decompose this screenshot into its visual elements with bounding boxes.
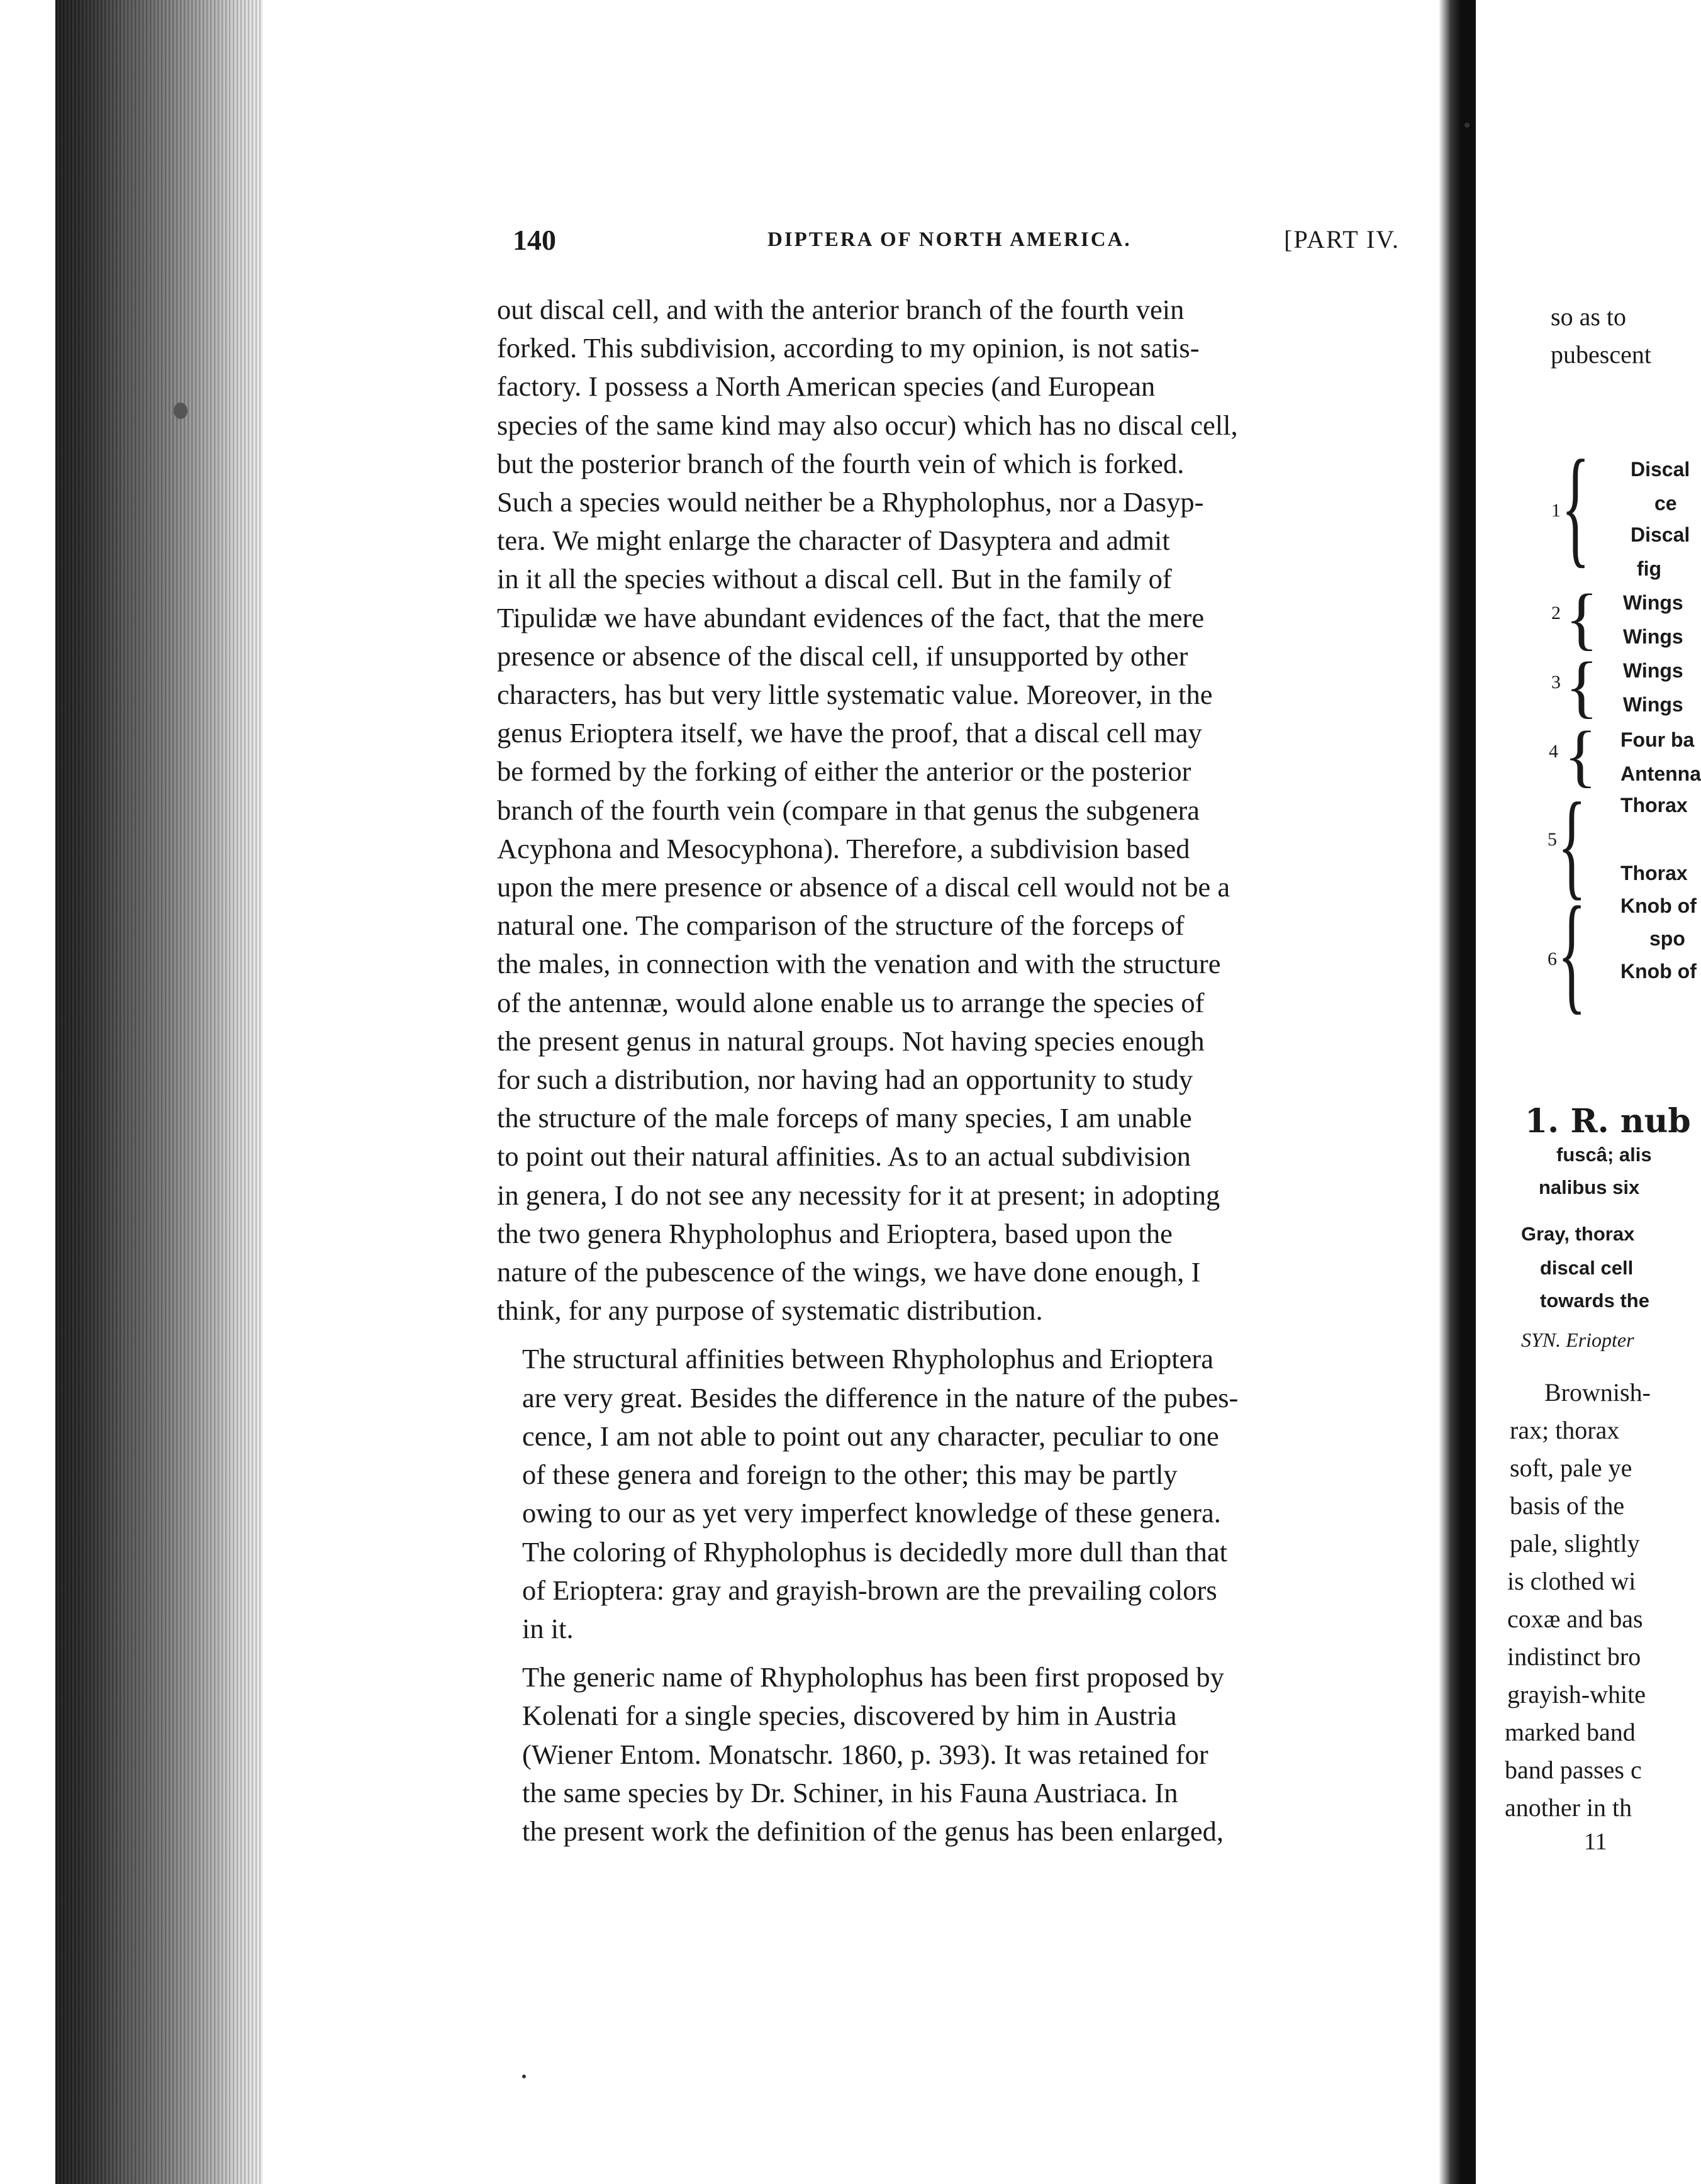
- text-line: genus Erioptera itself, we have the proof, that a discal cell may: [497, 717, 1202, 749]
- key-line: Antenna: [1620, 762, 1701, 785]
- key-line: Discal: [1631, 458, 1690, 481]
- key-line: Wings: [1623, 591, 1683, 614]
- desc-line: rax; thorax: [1510, 1416, 1620, 1444]
- text-line: Such a species would neither be a Rhypholophus, nor a Dasyp-: [497, 486, 1204, 518]
- text-line: think, for any purpose of systematic distribution.: [497, 1295, 1043, 1327]
- text-line: The structural affinities between Rhypholophus and Erioptera: [522, 1343, 1214, 1375]
- desc-line: basis of the: [1510, 1491, 1625, 1520]
- right-top-line: so as to: [1551, 303, 1626, 331]
- body-text: [497, 291, 1384, 1851]
- text-line: presence or absence of the discal cell, if unsupported by other: [497, 640, 1188, 672]
- text-line: natural one. The comparison of the structure of the forceps of: [497, 910, 1185, 942]
- part-label: [PART IV.: [1284, 225, 1400, 254]
- synonym-line: SYN. Eriopter: [1521, 1329, 1634, 1351]
- brace-icon: {: [1565, 648, 1598, 725]
- key-line: Discal: [1631, 523, 1690, 546]
- desc-line: indistinct bro: [1507, 1642, 1641, 1671]
- text-line: to point out their natural affinities. As to an actual subdivision: [497, 1140, 1191, 1173]
- scan-speck: [1464, 123, 1470, 128]
- text-line: of the antennæ, would alone enable us to arrange the species of: [497, 986, 1205, 1018]
- latin-line: nalibus six: [1539, 1176, 1640, 1198]
- brace-icon: {: [1564, 717, 1597, 794]
- brace-icon: {: [1558, 880, 1587, 1026]
- key-line: Wings: [1623, 625, 1683, 648]
- text-line: be formed by the forking of either the anterior or the posterior: [497, 755, 1191, 788]
- text-line: of these genera and foreign to the other; this may be partly: [522, 1459, 1178, 1491]
- key-line: Wings: [1623, 659, 1683, 682]
- text-line: out discal cell, and with the anterior branch of the fourth vein: [497, 294, 1185, 325]
- key-number: 3: [1551, 672, 1561, 693]
- scan-speck: [522, 2075, 526, 2078]
- page-stack-edge: [55, 0, 263, 2184]
- text-line: factory. I possess a North American species (and European: [497, 370, 1156, 403]
- text-line: The coloring of Rhypholophus is decidedly more dull than that: [522, 1535, 1227, 1568]
- key-number: 5: [1548, 829, 1557, 850]
- text-line: forked. This subdivision, according to my opinion, is not satis-: [497, 332, 1200, 364]
- desc-line: marked band: [1505, 1718, 1636, 1746]
- text-line: the two genera Rhypholophus and Erioptera, based upon the: [497, 1217, 1173, 1249]
- text-line: branch of the fourth vein (compare in that genus the subgenera: [497, 794, 1200, 826]
- text-line: (Wiener Entom. Monatschr. 1860, p. 393). It was retained for: [522, 1738, 1208, 1770]
- key-number: 1: [1551, 500, 1561, 521]
- text-line: the present genus in natural groups. Not having species enough: [497, 1025, 1205, 1057]
- key-number: 6: [1548, 949, 1557, 969]
- text-line: but the posterior branch of the fourth vein of which is forked.: [497, 447, 1185, 479]
- brace-icon: {: [1561, 433, 1590, 579]
- brace-icon: {: [1558, 779, 1587, 911]
- paragraph-3: [497, 1658, 1384, 1851]
- key-line: Knob of: [1620, 960, 1697, 983]
- text-line: in it all the species without a discal cell. But in the family of: [497, 563, 1172, 595]
- text-line: cence, I am not able to point out any character, peculiar to one: [522, 1420, 1219, 1452]
- desc-line: is clothed wi: [1507, 1567, 1636, 1595]
- book-gutter: [1439, 0, 1476, 2184]
- desc-line: soft, pale ye: [1510, 1454, 1632, 1482]
- key-line: Thorax: [1620, 862, 1688, 884]
- desc-line: band passes c: [1505, 1756, 1642, 1784]
- text-line: Kolenati for a single species, discovered by him in Austria: [522, 1700, 1177, 1732]
- latin-line: fuscâ; alis: [1556, 1144, 1652, 1166]
- text-line: the males, in connection with the venation and with the structure: [497, 948, 1221, 980]
- key-line: Thorax: [1620, 794, 1688, 816]
- text-line: the same species by Dr. Schiner, in his Fauna Austriaca. In: [522, 1776, 1178, 1808]
- paragraph-1: [497, 291, 1384, 1330]
- key-line: spo: [1649, 927, 1685, 950]
- key-number: 4: [1549, 741, 1558, 762]
- key-line: Wings: [1623, 693, 1683, 716]
- text-line: the structure of the male forceps of many species, I am unable: [497, 1102, 1192, 1134]
- desc-line: pale, slightly: [1510, 1529, 1640, 1557]
- english-line: towards the: [1540, 1290, 1649, 1312]
- text-line: Acyphona and Mesocyphona). Therefore, a subdivision based: [497, 832, 1190, 864]
- paragraph-2: [497, 1340, 1384, 1648]
- text-line: nature of the pubescence of the wings, we have done enough, I: [497, 1256, 1201, 1288]
- key-line: ce: [1654, 492, 1677, 515]
- text-line: in it.: [522, 1612, 574, 1644]
- text-line: characters, has but very little systematic value. Moreover, in the: [497, 679, 1213, 711]
- key-line: fig: [1637, 557, 1662, 580]
- text-line: in genera, I do not see any necessity for it at present; in adopting: [497, 1179, 1220, 1211]
- text-line: The generic name of Rhypholophus has been first proposed by: [522, 1661, 1224, 1693]
- text-line: upon the mere presence or absence of a discal cell would not be a: [497, 871, 1230, 903]
- text-line: of Erioptera: gray and grayish-brown are the prevailing colors: [522, 1574, 1217, 1606]
- english-line: discal cell: [1540, 1257, 1634, 1279]
- text-line: for such a distribution, nor having had an opportunity to study: [497, 1064, 1193, 1096]
- text-line: are very great. Besides the difference in the nature of the pubes-: [522, 1381, 1239, 1413]
- key-line: Four ba: [1620, 728, 1695, 751]
- desc-line: another in th: [1505, 1793, 1632, 1822]
- desc-line: coxæ and bas: [1507, 1605, 1643, 1633]
- desc-line: grayish-white: [1507, 1680, 1646, 1708]
- page-header: [513, 223, 1400, 267]
- text-line: the present work the definition of the genus has been enlarged,: [522, 1815, 1224, 1847]
- desc-line: Brownish-: [1544, 1378, 1651, 1407]
- running-title: DIPTERA OF NORTH AMERICA.: [767, 228, 1132, 251]
- key-line: Knob of: [1620, 894, 1697, 917]
- page-number: 140: [513, 224, 556, 256]
- text-line: species of the same kind may also occur) which has no discal cell,: [497, 409, 1238, 441]
- signature-mark: 11: [1584, 1829, 1607, 1855]
- text-line: Tipulidæ we have abundant evidences of the fact, that the mere: [497, 601, 1205, 633]
- key-number: 2: [1551, 603, 1561, 623]
- english-line: Gray, thorax: [1521, 1223, 1635, 1245]
- right-top-line: pubescent: [1551, 340, 1651, 369]
- scan-speck: [174, 403, 187, 419]
- brace-icon: {: [1565, 580, 1598, 657]
- text-line: owing to our as yet very imperfect knowledge of these genera.: [522, 1497, 1221, 1529]
- text-line: tera. We might enlarge the character of Dasyptera and admit: [497, 525, 1170, 557]
- species-heading: 1. R. nub: [1525, 1102, 1691, 1140]
